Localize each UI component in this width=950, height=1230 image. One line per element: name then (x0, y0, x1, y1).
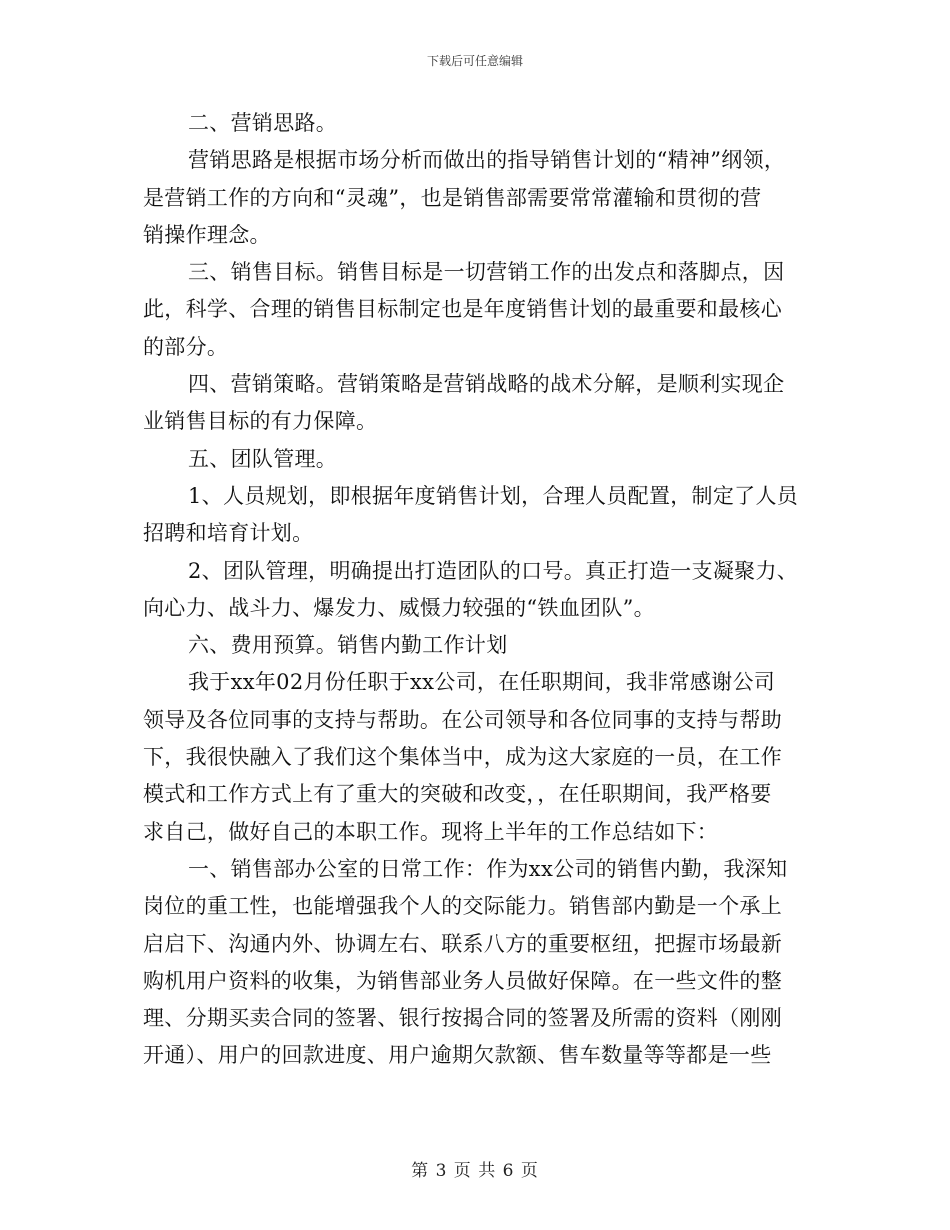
paragraph-line: 三、销售目标。销售目标是一切营销工作的出发点和落脚点，因 (188, 260, 785, 285)
paragraph-line: 购机用户资料的收集，为销售部业务人员做好保障。在一些文件的整 (143, 968, 782, 993)
paragraph-line: 销操作理念。 (143, 222, 271, 247)
paragraph-line: 启启下、沟通内外、协调左右、联系八方的重要枢纽，把握市场最新 (143, 931, 782, 956)
paragraph-line: 业销售目标的有力保障。 (143, 409, 378, 434)
paragraph-line: 2、团队管理，明确提出打造团队的口号。真正打造一支凝聚力、 (188, 558, 799, 583)
page-number-footer: 第 3 页 共 6 页 (411, 1161, 539, 1181)
paragraph-line: 营销思路是根据市场分析而做出的指导销售计划的“精神”纲领， (188, 148, 786, 173)
paragraph-line: 是营销工作的方向和“灵魂”，也是销售部需要常常灌输和贯彻的营 (143, 185, 762, 210)
section-heading-marketing-approach: 二、营销思路。 (188, 111, 338, 135)
paragraph-line: 1、人员规划，即根据年度销售计划，合理人员配置，制定了人员 (188, 483, 799, 508)
paragraph-line: 开通）、用户的回款进度、用户逾期欠款额、售车数量等等都是一些 (143, 1043, 772, 1068)
paragraph-line: 的部分。 (143, 334, 229, 359)
paragraph-line: 向心力、战斗力、爆发力、威慑力较强的“铁血团队”。 (143, 595, 655, 620)
document-body (143, 105, 813, 1075)
paragraph-line: 岗位的重工性，也能增强我个人的交际能力。销售部内勤是一个承上 (143, 894, 782, 919)
paragraph-line: 招聘和培育计划。 (143, 521, 314, 546)
paragraph-line: 求自己，做好自己的本职工作。现将上半年的工作总结如下： (143, 819, 719, 844)
paragraph-line: 此，科学、合理的销售目标制定也是年度销售计划的最重要和最核心 (143, 297, 782, 322)
paragraph-line: 一、销售部办公室的日常工作：作为xx公司的销售内勤，我深知 (188, 856, 788, 881)
paragraph-line: 理、分期买卖合同的签署、银行按揭合同的签署及所需的资料（刚刚 (143, 1006, 782, 1031)
page-header-note: 下载后可任意编辑 (426, 54, 523, 68)
section-heading-budget: 六、费用预算。销售内勤工作计划 (188, 633, 508, 658)
paragraph-line: 下，我很快融入了我们这个集体当中，成为这大家庭的一员，在工作 (143, 745, 782, 770)
paragraph-line: 模式和工作方式上有了重大的突破和改变，，在任职期间，我严格要 (143, 782, 772, 807)
paragraph-line: 四、营销策略。营销策略是营销战略的战术分解，是顺利实现企 (188, 372, 785, 397)
section-heading-team-management: 五、团队管理。 (188, 446, 338, 471)
paragraph-line: 我于xx年02月份任职于xx公司，在任职期间，我非常感谢公司 (188, 670, 776, 695)
paragraph-line: 领导及各位同事的支持与帮助。在公司领导和各位同事的支持与帮助 (143, 707, 782, 732)
